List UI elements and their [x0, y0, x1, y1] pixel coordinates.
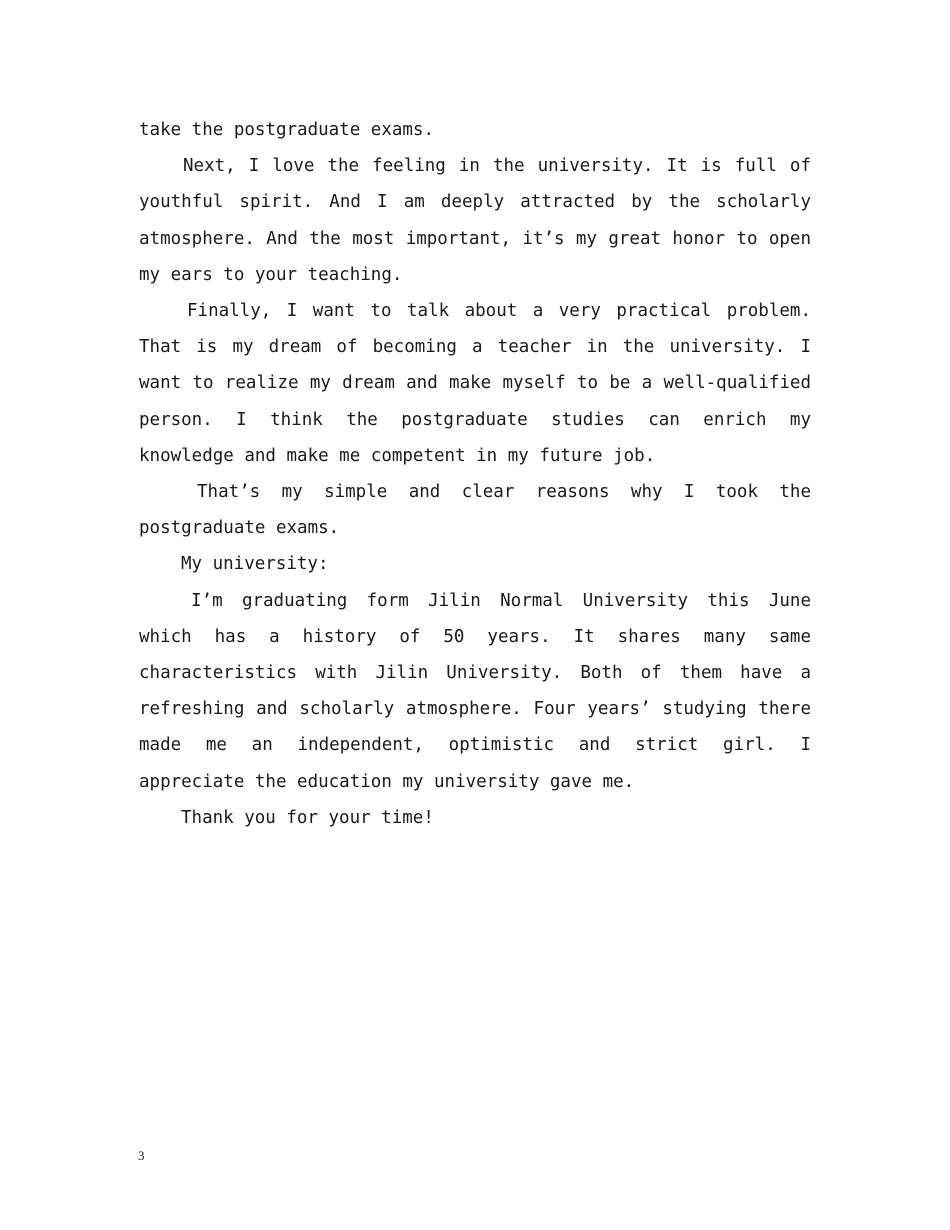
body-text [139, 112, 811, 836]
paragraph-closing: Thank you for your time! [181, 807, 434, 828]
paragraph-my-university-heading: My university: [181, 554, 329, 575]
page-number: 3 [138, 1148, 145, 1163]
paragraph-practical-problem: Finally, I want to talk about a very practical problem. That is my dream of becoming a teacher in the university. I want to realize my dream and make myself to be a well-qualified person. I think the postgraduate studies can enrich my knowledge and make me competent in my future job. [139, 301, 811, 466]
paragraph-reasons-summary: That’s my simple and clear reasons why I took the postgraduate exams. [139, 482, 811, 539]
paragraph-university-description: I’m graduating form Jilin Normal University this June which has a history of 50 years. It shares many same characteristics with Jilin University. Both of them have a refreshing and scholarly atmosphere. Four years’ studying there made me an independent, optimistic and strict girl. I appreciate the education my university gave me. [139, 590, 811, 792]
paragraph-university-feeling: Next, I love the feeling in the university. It is full of youthful spirit. And I am deeply attracted by the scholarly atmosphere. And the most important, it’s my great honor to open my ears to your teaching. [139, 156, 811, 285]
paragraph-continuation: take the postgraduate exams. [139, 120, 435, 140]
